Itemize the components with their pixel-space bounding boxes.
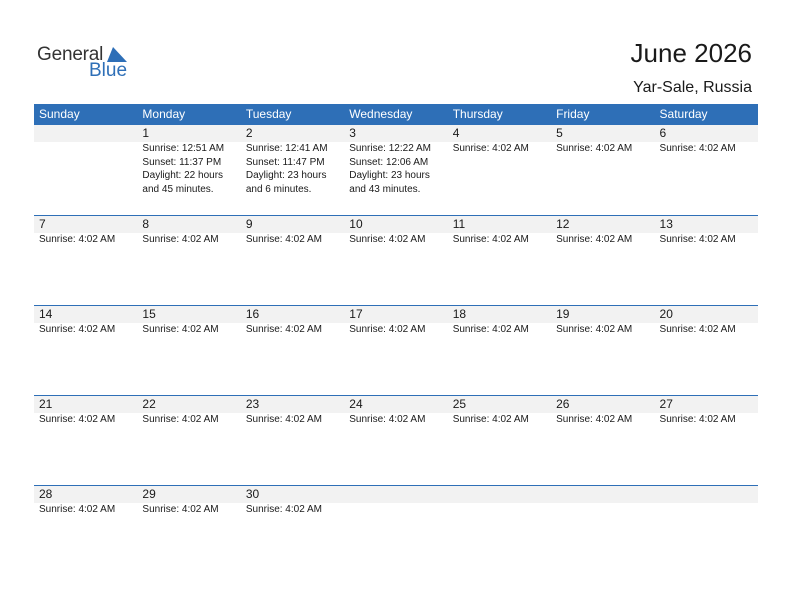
day-info: [349, 142, 447, 196]
day-info-line: and 45 minutes.: [142, 183, 214, 195]
day-info: [142, 413, 240, 427]
day-info: [556, 142, 654, 156]
day-info: [556, 413, 654, 427]
day-number: [39, 125, 137, 142]
day-info: [349, 413, 447, 427]
day-info: [349, 323, 447, 337]
day-cell: [551, 486, 654, 517]
day-cell: [448, 306, 551, 337]
day-number: 15: [142, 307, 156, 321]
day-info: [39, 233, 137, 247]
week-row: [34, 215, 758, 305]
day-number: 25: [452, 397, 467, 411]
weekday-header-friday: Friday: [556, 107, 590, 121]
day-info-line: Sunset: 12:06 AM: [349, 156, 429, 168]
day-number: 21: [39, 397, 53, 411]
week-row: [34, 305, 758, 395]
day-info-line: Sunrise: 4:02 AM: [349, 234, 426, 245]
day-number: 2: [245, 126, 253, 140]
logo-blue-text: Blue: [89, 60, 128, 81]
day-cell: [137, 125, 240, 196]
day-cell: [655, 396, 758, 427]
day-info-line: Daylight: 23 hours: [349, 170, 430, 182]
day-info: [246, 233, 344, 247]
day-number: 4: [452, 126, 460, 140]
day-cell: [551, 396, 654, 427]
week-row: [34, 395, 758, 485]
day-info-line: Sunrise: 4:02 AM: [245, 414, 322, 425]
day-info: [453, 323, 551, 337]
day-cell: [551, 216, 654, 247]
day-cell: [655, 486, 758, 517]
day-number: 16: [245, 307, 260, 321]
day-info-line: and 6 minutes.: [245, 183, 312, 195]
day-number: 9: [245, 217, 253, 231]
day-info-line: Sunrise: 4:02 AM: [556, 143, 633, 154]
day-info: [453, 142, 551, 156]
day-number: [453, 486, 551, 503]
day-cell: [448, 396, 551, 427]
day-cell: [344, 486, 447, 517]
weekday-header-wednesday: Wednesday: [349, 107, 413, 121]
day-number: 10: [349, 217, 363, 231]
day-cell: [448, 125, 551, 196]
day-info: [246, 142, 344, 196]
day-info-line: Daylight: 22 hours: [142, 170, 224, 182]
day-number: 20: [659, 307, 673, 321]
day-info-line: Sunrise: 4:02 AM: [659, 324, 736, 335]
day-info-line: Sunrise: 12:41 AM: [245, 143, 328, 154]
day-number: 23: [245, 397, 260, 411]
day-info: [39, 323, 137, 337]
day-info-line: Sunrise: 4:02 AM: [39, 414, 116, 425]
day-number: 27: [659, 397, 673, 411]
day-cell: [551, 125, 654, 196]
day-cell: [655, 306, 758, 337]
day-info-line: Sunrise: 4:02 AM: [452, 414, 529, 425]
day-info: [142, 323, 240, 337]
day-cell: [655, 125, 758, 196]
day-info-line: Sunrise: 4:02 AM: [556, 414, 633, 425]
day-number: [349, 486, 447, 503]
week-row: [34, 125, 758, 215]
day-info: [556, 323, 654, 337]
logo-general-text: General: [37, 44, 104, 65]
day-info-line: Sunrise: 4:02 AM: [245, 234, 322, 245]
day-cell: [655, 216, 758, 247]
day-number: 8: [142, 217, 150, 231]
day-number: 22: [142, 397, 156, 411]
day-info: [349, 233, 447, 247]
day-info: [660, 233, 758, 247]
day-info-line: Sunrise: 4:02 AM: [142, 414, 219, 425]
day-number: [556, 486, 654, 503]
day-info-line: Sunrise: 4:02 AM: [452, 234, 529, 245]
day-info-line: Sunset: 11:47 PM: [245, 156, 325, 168]
day-cell: [34, 486, 137, 517]
day-number: 24: [349, 397, 363, 411]
day-cell: [241, 216, 344, 247]
day-cell: [34, 306, 137, 337]
day-cell: [34, 125, 137, 196]
day-info-line: Sunrise: 4:02 AM: [142, 504, 219, 515]
day-info-line: Sunset: 11:37 PM: [142, 156, 222, 168]
day-number: 30: [245, 487, 260, 501]
day-number: 7: [39, 217, 46, 231]
day-cell: [137, 396, 240, 427]
day-number: 19: [556, 307, 570, 321]
day-cell: [344, 396, 447, 427]
day-number: [660, 486, 758, 503]
day-number: 1: [142, 126, 150, 140]
day-info: [142, 233, 240, 247]
day-info-line: Sunrise: 4:02 AM: [245, 324, 322, 335]
day-info-line: Sunrise: 4:02 AM: [142, 234, 219, 245]
day-number: 12: [556, 217, 570, 231]
day-info-line: Sunrise: 4:02 AM: [556, 234, 633, 245]
day-cell: [137, 486, 240, 517]
weekday-header-row: [34, 104, 758, 125]
day-info-line: Sunrise: 4:02 AM: [39, 504, 116, 515]
day-info-line: and 43 minutes.: [349, 183, 421, 195]
day-info: [660, 142, 758, 156]
day-info-line: Sunrise: 12:22 AM: [349, 143, 431, 154]
day-info: [246, 413, 344, 427]
day-number: 14: [39, 307, 53, 321]
week-row: [34, 485, 758, 575]
day-cell: [448, 216, 551, 247]
day-number: 11: [452, 217, 466, 231]
day-number: 6: [659, 126, 667, 140]
day-info-line: Sunrise: 4:02 AM: [39, 234, 116, 245]
day-info: [39, 503, 137, 517]
weekday-header-saturday: Saturday: [659, 107, 708, 121]
weekday-header-sunday: Sunday: [39, 107, 80, 121]
logo: [37, 44, 137, 84]
day-info-line: Sunrise: 4:02 AM: [349, 414, 426, 425]
day-cell: [241, 486, 344, 517]
day-cell: [448, 486, 551, 517]
calendar: [34, 104, 758, 575]
day-info: [39, 413, 137, 427]
day-info: [453, 233, 551, 247]
day-cell: [241, 306, 344, 337]
day-info-line: Sunrise: 4:02 AM: [142, 324, 219, 335]
day-cell: [344, 306, 447, 337]
day-number: 18: [452, 307, 467, 321]
day-info-line: Daylight: 23 hours: [245, 170, 327, 182]
day-cell: [344, 125, 447, 196]
day-info-line: Sunrise: 4:02 AM: [349, 324, 426, 335]
day-info: [556, 233, 654, 247]
day-cell: [241, 125, 344, 196]
day-info-line: Sunrise: 4:02 AM: [659, 143, 736, 154]
day-info-line: Sunrise: 12:51 AM: [142, 143, 225, 154]
day-number: 29: [142, 487, 156, 501]
calendar-weeks: [34, 125, 758, 575]
day-cell: [34, 396, 137, 427]
page-title: June 2026: [630, 38, 752, 68]
day-cell: [34, 216, 137, 247]
day-info-line: Sunrise: 4:02 AM: [245, 504, 322, 515]
day-info-line: Sunrise: 4:02 AM: [452, 143, 529, 154]
day-cell: [241, 396, 344, 427]
weekday-header-thursday: Thursday: [452, 107, 503, 121]
day-info: [142, 142, 240, 196]
day-info-line: Sunrise: 4:02 AM: [556, 324, 633, 335]
day-number: 28: [39, 487, 53, 501]
day-info: [246, 323, 344, 337]
day-info: [246, 503, 344, 517]
day-cell: [137, 306, 240, 337]
day-cell: [137, 216, 240, 247]
day-cell: [344, 216, 447, 247]
day-info: [660, 413, 758, 427]
day-number: 5: [556, 126, 563, 140]
day-info-line: Sunrise: 4:02 AM: [39, 324, 116, 335]
day-number: 26: [556, 397, 570, 411]
weekday-header-monday: Monday: [142, 107, 186, 121]
weekday-header-tuesday: Tuesday: [245, 107, 292, 121]
location-subtitle: Yar-Sale, Russia: [633, 79, 752, 96]
day-info: [453, 413, 551, 427]
day-number: 13: [659, 217, 673, 231]
day-number: 17: [349, 307, 363, 321]
day-info-line: Sunrise: 4:02 AM: [659, 414, 736, 425]
day-info: [142, 503, 240, 517]
day-info-line: Sunrise: 4:02 AM: [659, 234, 736, 245]
day-number: 3: [349, 126, 356, 140]
day-cell: [551, 306, 654, 337]
day-info-line: Sunrise: 4:02 AM: [452, 324, 529, 335]
day-info: [660, 323, 758, 337]
